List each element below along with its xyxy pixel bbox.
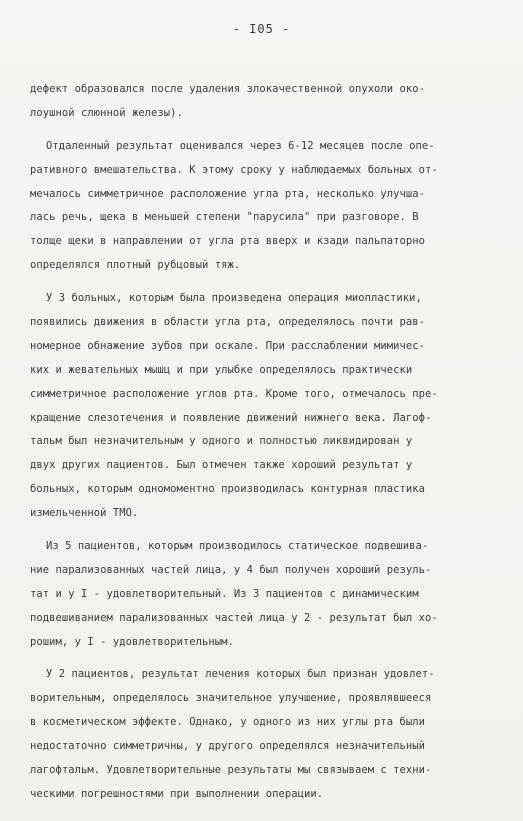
- paragraph-gap: [30, 526, 500, 535]
- text-line: Из 5 пациентов, которым производилось статическое подвешива-: [46, 540, 429, 553]
- text-line: подвешиванием парализованных частей лица у 2 - результат был хо-: [30, 611, 438, 624]
- paragraph-gap: [30, 654, 500, 663]
- text-line: ние парализованных частей лица, у 4 был получен хороший резуль-: [30, 563, 432, 576]
- text-line: измельченной ТМО.: [30, 507, 139, 520]
- text-line: лоушной слюнной железы).: [30, 106, 183, 119]
- text-line: двух других пациентов. Был отмечен также хороший результат у: [30, 459, 413, 472]
- text-line: дефект образовался после удаления злокачественной опухоли око-: [30, 83, 426, 95]
- text-line: тальм был незначительным у одного и полностью ликвидирован у: [30, 435, 413, 448]
- text-line: толще щеки в направлении от угла рта вверх и кзади пальпаторно: [30, 235, 426, 248]
- page-number: - I05 -: [232, 22, 291, 36]
- text-line: больных, которым одномоментно производилась контурная пластика: [30, 483, 426, 496]
- text-line: номерное обнажение зубов при оскале. При расслаблении мимичес-: [30, 339, 426, 352]
- text-line: в косметическом эффекте. Однако, у одного из них углы рта были: [30, 716, 426, 729]
- text-line: лагофтальм. Удовлетворительные результаты мы связываем с техни-: [30, 764, 432, 777]
- paragraph-gap: [30, 278, 500, 287]
- text-line: появились движения в области угла рта, определялось почти рав-: [30, 316, 426, 329]
- text-line: ративного вмешательства. К этому сроку у наблюдаемых больных от-: [30, 163, 438, 176]
- text-line: У 2 пациентов, результат лечения которых был признан удовлет-: [46, 668, 435, 681]
- text-line: рошим, у I - удовлетворительным.: [30, 635, 234, 648]
- text-line: тат и у I - удовлетворительный. Из 3 пациентов с динамическим: [30, 587, 419, 600]
- paragraph-gap: [30, 126, 500, 135]
- body-text: [30, 78, 500, 807]
- text-line: симметричное расположение углов рта. Кроме того, отмечалось пре-: [30, 387, 438, 400]
- text-line: мечалось симметричное расположение угла рта, несколько улучша-: [30, 187, 426, 200]
- text-line: лась речь, щека в меньшей степени "парусила" при разговоре. В: [30, 211, 419, 224]
- text-line: У 3 больных, которым была произведена операция миопластики,: [46, 292, 422, 305]
- text-line: ческими погрешностями при выполнении операции.: [30, 787, 324, 800]
- text-line: Отдаленный результат оценивался через 6-12 месяцев после опе-: [46, 139, 435, 152]
- text-line: определялся плотный рубцовый тяж.: [30, 259, 241, 272]
- text-line: кращение слезотечения и появление движений нижнего века. Лагоф-: [30, 411, 432, 424]
- text-line: недостаточно симметричны, у другого определялся незначительный: [30, 740, 426, 753]
- text-line: ворительным, определялось значительное улучшение, проявлявшееся: [30, 692, 432, 705]
- text-line: ких и жевательных мышц и при улыбке определялось практически: [30, 363, 413, 376]
